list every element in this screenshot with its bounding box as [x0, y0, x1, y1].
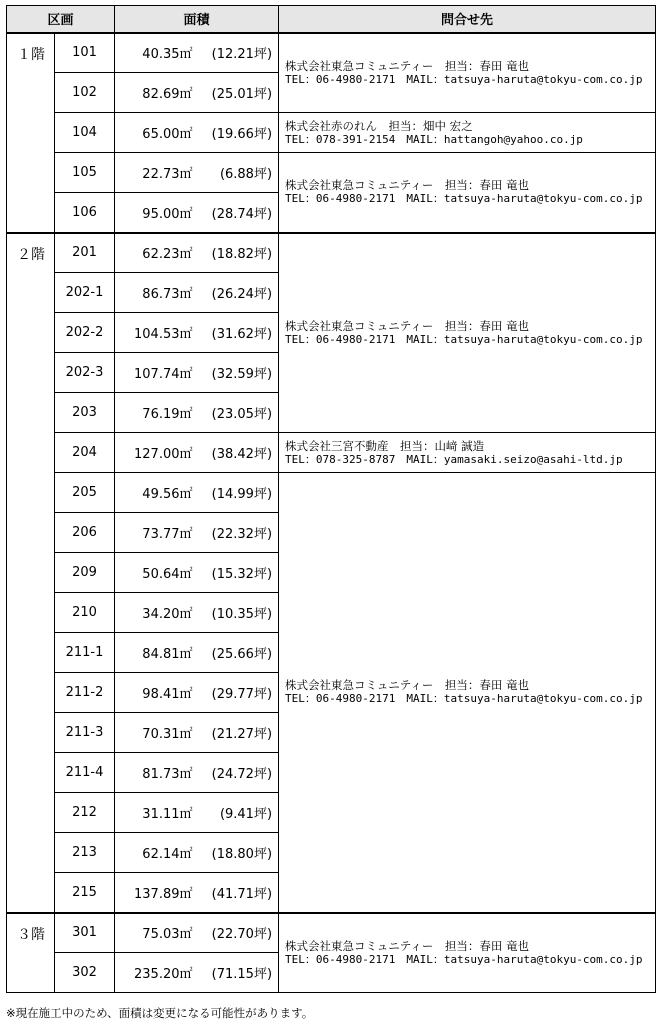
- tenant-area-table: [6, 5, 656, 993]
- area-tsubo: (10.35坪): [197, 593, 279, 633]
- contact-cell: [279, 473, 656, 913]
- unit-number: 301: [55, 913, 115, 953]
- contact-company: 株式会社赤のれん 担当：畑中 宏之: [285, 118, 473, 133]
- contact-cell: [279, 113, 656, 153]
- table-row: [7, 233, 656, 273]
- table-row: [7, 153, 656, 193]
- contact-company: 株式会社東急コミュニティー 担当：春田 竜也: [285, 938, 530, 953]
- contact-detail: TEL：06-4980-2171 MAIL：tatsuya-haruta@tokyu-com.co.jp: [285, 692, 643, 706]
- contact-company: 株式会社東急コミュニティー 担当：春田 竜也: [285, 58, 530, 73]
- area-tsubo: (32.59坪): [197, 353, 279, 393]
- unit-number: 102: [55, 73, 115, 113]
- unit-number: 104: [55, 113, 115, 153]
- unit-number: 210: [55, 593, 115, 633]
- unit-number: 211-4: [55, 753, 115, 793]
- area-sqm: 81.73㎡: [115, 753, 197, 793]
- floor-label: １階: [7, 33, 55, 233]
- contact-detail: TEL：06-4980-2171 MAIL：tatsuya-haruta@tokyu-com.co.jp: [285, 72, 643, 86]
- contact-cell: [279, 233, 656, 433]
- table-header-row: [7, 6, 656, 33]
- unit-number: 211-2: [55, 673, 115, 713]
- area-sqm: 50.64㎡: [115, 553, 197, 593]
- area-sqm: 107.74㎡: [115, 353, 197, 393]
- area-tsubo: (28.74坪): [197, 193, 279, 233]
- unit-number: 211-3: [55, 713, 115, 753]
- area-sqm: 75.03㎡: [115, 913, 197, 953]
- area-sqm: 86.73㎡: [115, 273, 197, 313]
- area-tsubo: (14.99坪): [197, 473, 279, 513]
- area-tsubo: (24.72坪): [197, 753, 279, 793]
- area-sqm: 31.11㎡: [115, 793, 197, 833]
- area-sqm: 95.00㎡: [115, 193, 197, 233]
- area-sqm: 235.20㎡: [115, 953, 197, 993]
- area-sqm: 49.56㎡: [115, 473, 197, 513]
- contact-company: 株式会社東急コミュニティー 担当：春田 竜也: [285, 678, 530, 693]
- contact-cell: [279, 433, 656, 473]
- contact-company: 株式会社東急コミュニティー 担当：春田 竜也: [285, 318, 530, 333]
- unit-number: 202-3: [55, 353, 115, 393]
- unit-number: 302: [55, 953, 115, 993]
- table-row: [7, 433, 656, 473]
- contact-company: 株式会社東急コミュニティー 担当：春田 竜也: [285, 178, 530, 193]
- area-sqm: 104.53㎡: [115, 313, 197, 353]
- area-sqm: 137.89㎡: [115, 873, 197, 913]
- footnote: ※現在施工中のため、面積は変更になる可能性があります。: [6, 1006, 314, 1020]
- area-tsubo: (31.62坪): [197, 313, 279, 353]
- unit-number: 204: [55, 433, 115, 473]
- area-sqm: 76.19㎡: [115, 393, 197, 433]
- area-tsubo: (21.27坪): [197, 713, 279, 753]
- area-tsubo: (23.05坪): [197, 393, 279, 433]
- header-section: 区画: [7, 6, 115, 33]
- area-sqm: 127.00㎡: [115, 433, 197, 473]
- area-sqm: 98.41㎡: [115, 673, 197, 713]
- area-tsubo: (41.71坪): [197, 873, 279, 913]
- unit-number: 202-2: [55, 313, 115, 353]
- unit-number: 205: [55, 473, 115, 513]
- table-row: [7, 913, 656, 953]
- table-row: [7, 113, 656, 153]
- area-sqm: 62.14㎡: [115, 833, 197, 873]
- area-tsubo: (19.66坪): [197, 113, 279, 153]
- unit-number: 215: [55, 873, 115, 913]
- contact-detail: TEL：06-4980-2171 MAIL：tatsuya-haruta@tokyu-com.co.jp: [285, 332, 643, 346]
- unit-number: 203: [55, 393, 115, 433]
- area-sqm: 40.35㎡: [115, 33, 197, 73]
- contact-cell: [279, 153, 656, 233]
- area-tsubo: (25.01坪): [197, 73, 279, 113]
- contact-detail: TEL：06-4980-2171 MAIL：tatsuya-haruta@tokyu-com.co.jp: [285, 192, 643, 206]
- area-sqm: 82.69㎡: [115, 73, 197, 113]
- area-sqm: 34.20㎡: [115, 593, 197, 633]
- area-tsubo: (18.82坪): [197, 233, 279, 273]
- area-tsubo: (71.15坪): [197, 953, 279, 993]
- area-sqm: 22.73㎡: [115, 153, 197, 193]
- area-sqm: 73.77㎡: [115, 513, 197, 553]
- floor-label: ３階: [7, 913, 55, 993]
- area-tsubo: (29.77坪): [197, 673, 279, 713]
- header-area: 面積: [115, 6, 279, 33]
- table-row: [7, 33, 656, 73]
- area-tsubo: (12.21坪): [197, 33, 279, 73]
- contact-cell: [279, 913, 656, 993]
- area-tsubo: (22.32坪): [197, 513, 279, 553]
- contact-detail: TEL：078-325-8787 MAIL：yamasaki.seizo@asahi-ltd.jp: [285, 452, 623, 466]
- area-sqm: 65.00㎡: [115, 113, 197, 153]
- contact-detail: TEL：06-4980-2171 MAIL：tatsuya-haruta@tokyu-com.co.jp: [285, 952, 643, 966]
- unit-number: 202-1: [55, 273, 115, 313]
- area-tsubo: (18.80坪): [197, 833, 279, 873]
- area-tsubo: (15.32坪): [197, 553, 279, 593]
- contact-company: 株式会社三宮不動産 担当：山﨑 誠造: [285, 438, 485, 453]
- area-tsubo: (9.41坪): [197, 793, 279, 833]
- area-tsubo: (22.70坪): [197, 913, 279, 953]
- area-tsubo: (25.66坪): [197, 633, 279, 673]
- header-contact: 問合せ先: [279, 6, 656, 33]
- table-row: [7, 473, 656, 513]
- contact-detail: TEL：078-391-2154 MAIL：hattangoh@yahoo.co.jp: [285, 132, 583, 146]
- area-tsubo: (26.24坪): [197, 273, 279, 313]
- floor-label: ２階: [7, 233, 55, 913]
- table-body: [7, 33, 656, 993]
- unit-number: 101: [55, 33, 115, 73]
- area-sqm: 70.31㎡: [115, 713, 197, 753]
- area-sqm: 84.81㎡: [115, 633, 197, 673]
- unit-number: 105: [55, 153, 115, 193]
- unit-number: 213: [55, 833, 115, 873]
- unit-number: 211-1: [55, 633, 115, 673]
- area-sqm: 62.23㎡: [115, 233, 197, 273]
- unit-number: 206: [55, 513, 115, 553]
- area-tsubo: (38.42坪): [197, 433, 279, 473]
- unit-number: 209: [55, 553, 115, 593]
- unit-number: 212: [55, 793, 115, 833]
- unit-number: 201: [55, 233, 115, 273]
- area-tsubo: (6.88坪): [197, 153, 279, 193]
- contact-cell: [279, 33, 656, 113]
- unit-number: 106: [55, 193, 115, 233]
